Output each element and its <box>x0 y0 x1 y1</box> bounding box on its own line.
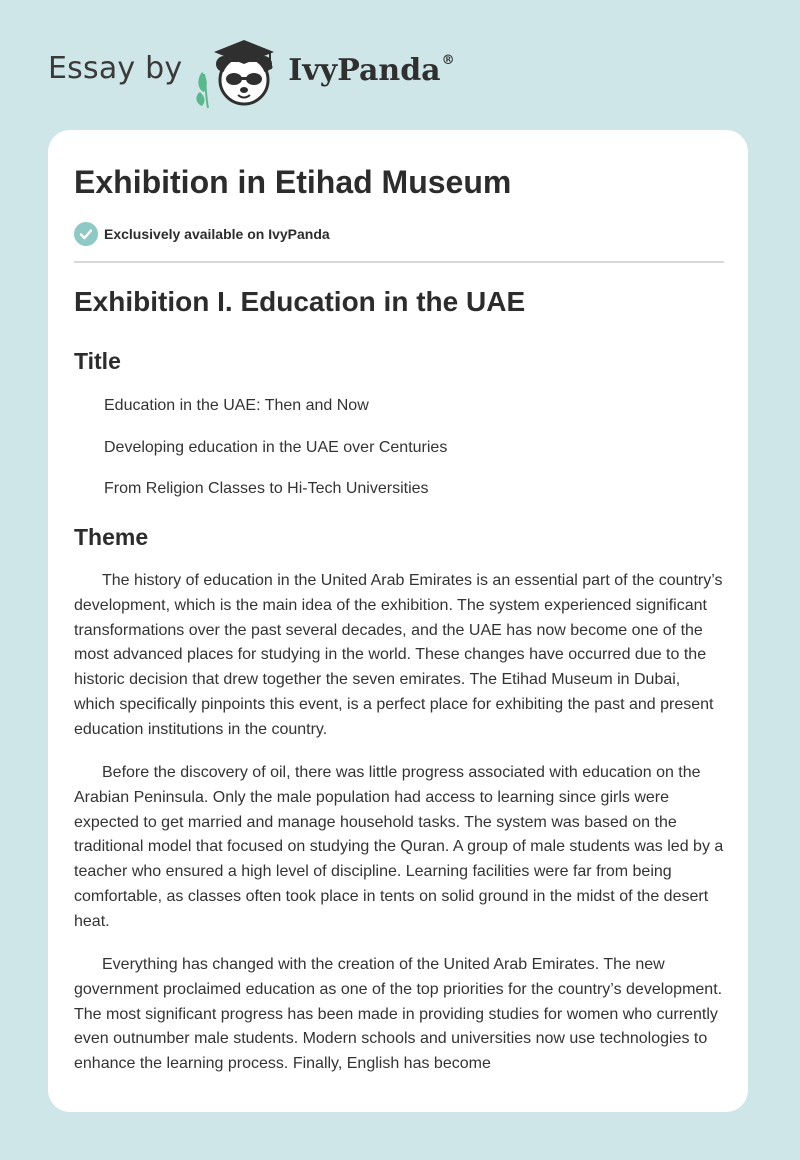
exclusive-badge <box>74 222 330 246</box>
brand-prefix: Essay by <box>48 50 183 86</box>
page-title: Exhibition in Etihad Museum <box>74 164 512 200</box>
badge-text: Exclusively available on IvyPanda <box>104 226 330 242</box>
theme-paragraph: Everything has changed with the creation of the United Arab Emirates. The new government proclaimed education as one of the top priorities for the country’s development. The most significant progress has been made in providing studies for women who currently even outnumber male students. Modern schools and universities now use technologies to enhance the learning process. Finally, English has become <box>74 956 723 1073</box>
check-icon <box>74 222 98 246</box>
section-heading: Exhibition I. Education in the UAE <box>74 286 526 317</box>
theme-heading: Theme <box>74 524 149 550</box>
panda-graduate-icon <box>194 34 286 110</box>
title-option: From Religion Classes to Hi-Tech Universities <box>104 480 429 497</box>
title-option: Developing education in the UAE over Centuries <box>104 439 448 456</box>
brand-name: IvyPanda® <box>288 52 455 88</box>
brand-header <box>48 34 508 110</box>
divider <box>74 261 724 263</box>
trademark-symbol: ® <box>441 52 455 68</box>
title-option: Education in the UAE: Then and Now <box>104 397 369 414</box>
title-heading: Title <box>74 348 121 374</box>
theme-paragraph: The history of education in the United Arab Emirates is an essential part of the country’s development, which is the main idea of the exhibition. The system experienced significant transformations over the past several decades, and the UAE has now become one of the most advanced places for studying in the world. These changes have occurred due to the historic decision that drew together the seven emirates. The Etihad Museum in Dubai, which specifically pinpoints this event, is a perfect place for exhibiting the past and present education institutions in the country. <box>74 572 723 738</box>
theme-paragraph: Before the discovery of oil, there was little progress associated with education on the Arabian Peninsula. Only the male population had access to learning since girls were expected to get married and manage household tasks. The system was based on the traditional model that focused on studying the Quran. A group of male students was led by a teacher who ensured a high level of discipline. Learning facilities were far from being comfortable, as classes often took place in tents on solid ground in the midst of the desert heat. <box>74 764 724 930</box>
essay-card <box>48 130 748 1112</box>
